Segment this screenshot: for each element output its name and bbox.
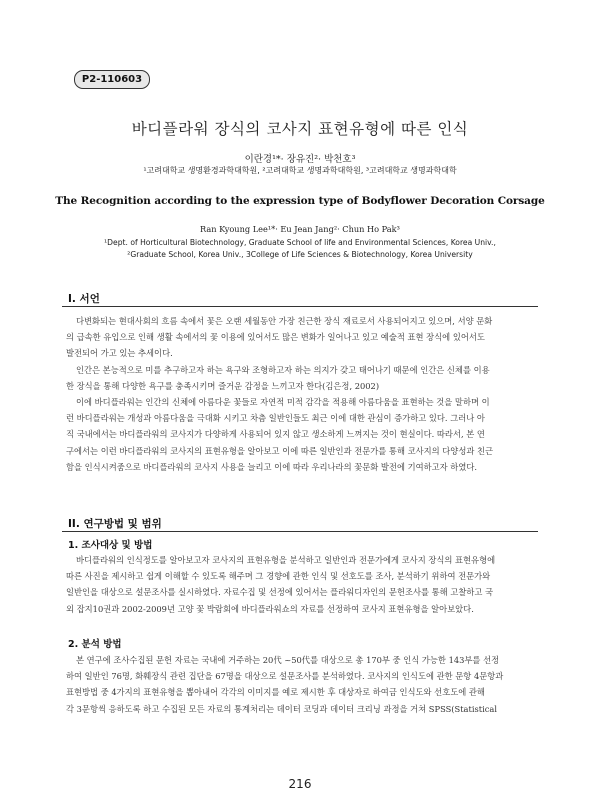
text-line: 외 잡지10권과 2002-2009년 고양 꽃 박람회에 바디플라워쇼의 자료를 선정하여 코사지 표현유형을 알아보았다. (66, 603, 474, 614)
text-line: 구에서는 이런 바디플라워의 코사지의 표현유형을 알아보고 이에 따른 일반인과 전문가를 통해 코사지의 다양성과 친근 (66, 445, 494, 456)
text-line: 따른 사진을 제시하고 쉽게 이해할 수 있도록 해주며 그 경향에 관한 인식 및 선호도를 조사, 분석하기 위하여 전문가와 (66, 571, 491, 582)
text-line: 본 연구에 조사수집된 문헌 자료는 국내에 거주하는 20代 ~50代를 대상으로 총 170부 중 인식 가능한 143부를 선정 (76, 655, 500, 665)
text-line: 표현방법 중 4가지의 표현유형을 뽑아내어 각각의 이미지를 예로 제시한 후 대상자로 하여금 인식도와 선호도에 관해 (66, 687, 485, 698)
english-authors: Ran Kyoung Lee¹*· Eu Jean Jang²· Chun Ho Pak³ (200, 224, 400, 234)
intro-paragraph (66, 313, 536, 475)
methods-heading: II. 연구방법 및 범위 (68, 518, 162, 530)
text-line: 다변화되는 현대사회의 흐름 속에서 꽃은 오랜 세월동안 가장 친근한 장식 재료로서 사용되어지고 있으며, 서양 문화 (76, 316, 493, 326)
korean-affiliations: ¹고려대학교 생명환경과학대학원, ²고려대학교 생명과학대학원, ³고려대학교 생명과학대학 (143, 166, 457, 175)
text-line: 발전되어 가고 있는 추세이다. (66, 348, 173, 359)
text-line: 런 바디플라워는 개성과 아름다움을 극대화 시키고 차츰 일반인들도 최근 이에 대한 관심이 증가하고 있다. 그러나 아 (66, 413, 485, 424)
intro-heading: I. 서언 (68, 293, 100, 305)
text-line: 의 급속한 유입으로 인해 생활 속에서의 꽃 이용에 있어서도 많은 변화가 일어나고 있고 예술적 표현 장식에 있어서도 (66, 332, 485, 343)
abstract-code-badge: P2-110603 (74, 70, 150, 89)
text-line: 각 3문항씩 응하도록 하고 수집된 모든 자료의 통계처리는 데이터 코딩과 데이터 크리닝 과정을 거쳐 SPSS(Statistical (66, 703, 497, 714)
methods-heading-rule (62, 531, 538, 532)
subsection-1-paragraph (66, 552, 536, 617)
text-line: 바디플라워의 인식정도를 알아보고자 코사지의 표현유형을 분석하고 일반인과 전문가에게 코사지 장식의 표현유형에 (76, 555, 496, 565)
english-affiliation-line-1: ¹Dept. of Horticultural Biotechnology, Graduate School of life and Environmental Sciences, Korea Univ., (104, 238, 496, 247)
text-line: 인간은 본능적으로 미를 추구하고자 하는 욕구와 조형하고자 하는 의지가 갖고 태어나기 때문에 인간은 신체를 이용 (76, 364, 490, 375)
text-line: 한 장식을 통해 다양한 욕구를 충족시키며 즐거운 감정을 느끼고자 한다(김은정, 2002) (66, 380, 380, 391)
korean-title: 바디플라워 장식의 코사지 표현유형에 따른 인식 (131, 120, 469, 138)
english-title: The Recognition according to the expression type of Bodyflower Decoration Corsage (55, 195, 545, 207)
text-line: 이에 바디플라워는 인간의 신체에 아름다운 꽃들로 자연적 미적 감각을 적용해 아름다움을 표현하는 것을 말하며 이 (76, 397, 490, 408)
text-line: 함을 인식시켜줌으로 바디플라워의 코사지 사용을 늘리고 이에 따라 우리나라의 꽃문화 발전에 기여하고자 하였다. (66, 461, 477, 472)
subsection-2-heading: 2. 분석 방법 (68, 639, 122, 650)
korean-authors: 이란경¹*· 장유진²· 박천호³ (244, 154, 356, 165)
page-number: 216 (288, 777, 312, 791)
text-line: 일반인을 대상으로 설문조사를 실시하였다. 자료수집 및 선정에 있어서는 플라워디자인의 문헌조사를 통해 고찰하고 국 (66, 587, 494, 598)
subsection-2-paragraph (66, 652, 536, 717)
intro-heading-rule (62, 306, 538, 307)
text-line: 직 국내에서는 바디플라워의 코사지가 다양하게 사용되어 있지 않고 생소하게 느껴지는 것이 현실이다. 따라서, 본 연 (66, 429, 485, 440)
subsection-1-heading: 1. 조사대상 및 방법 (68, 540, 153, 551)
text-line: 하여 일반인 76명, 화훼장식 관련 집단을 67명을 대상으로 설문조사를 분석하였다. 코사지의 인식도에 관한 문항 4문항과 (66, 671, 504, 682)
english-affiliation-line-2: ²Graduate School, Korea Univ., 3College of Life Sciences & Biotechnology, Korea University (127, 250, 473, 259)
